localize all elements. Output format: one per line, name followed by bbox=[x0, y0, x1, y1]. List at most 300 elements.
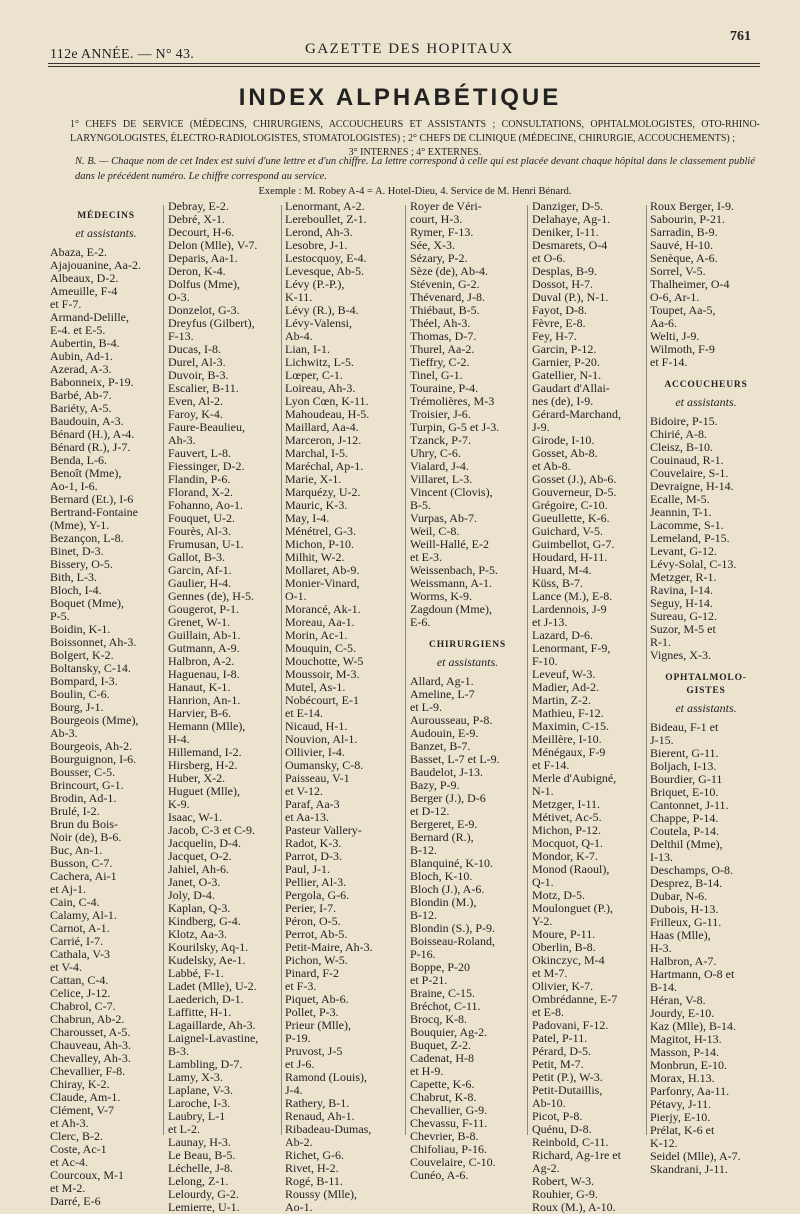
index-entry: Escalier, B-11. bbox=[168, 381, 239, 395]
index-entry: Paul, J-1. bbox=[285, 862, 330, 876]
index-entry: Bissery, O-5. bbox=[50, 557, 113, 571]
index-entry: Seidel (Mlle), A-7. bbox=[650, 1149, 741, 1163]
index-entry: Weissenbach, P-5. bbox=[410, 563, 499, 577]
index-entry: et F-7. bbox=[50, 297, 82, 311]
index-entry: Jourdy, E-10. bbox=[650, 1006, 715, 1020]
index-entry: Sorrel, V-5. bbox=[650, 264, 706, 278]
index-entry: Banzet, B-7. bbox=[410, 739, 471, 753]
index-entry: Bompard, I-3. bbox=[50, 674, 118, 688]
index-entry: Kaplan, Q-3. bbox=[168, 901, 231, 915]
index-entry: Claude, Am-1. bbox=[50, 1090, 121, 1104]
index-entry: Ag-2. bbox=[532, 1161, 560, 1175]
index-entry: Thiébaut, B-5. bbox=[410, 303, 480, 317]
header-rule bbox=[48, 63, 760, 64]
index-entry: Uhry, C-6. bbox=[410, 446, 461, 460]
index-entry: Quénu, D-8. bbox=[532, 1122, 592, 1136]
index-entry: Ladet (Mlle), U-2. bbox=[168, 979, 257, 993]
index-entry: Garnier, P-20. bbox=[532, 355, 600, 369]
index-entry: Merle d'Aubigné, bbox=[532, 771, 617, 785]
section-heading: ACCOUCHEURS bbox=[664, 380, 748, 390]
index-entry: Madier, Ad-2. bbox=[532, 680, 600, 694]
index-entry: Haguenau, I-8. bbox=[168, 667, 240, 681]
index-entry: Abaza, E-2. bbox=[50, 245, 107, 259]
index-entry: et V-4. bbox=[50, 960, 83, 974]
index-entry: Weissmann, A-1. bbox=[410, 576, 493, 590]
index-entry: J-9. bbox=[532, 420, 550, 434]
index-entry: Azerad, A-3. bbox=[50, 362, 112, 376]
index-entry: Guichard, V-5. bbox=[532, 524, 603, 538]
index-entry: Petit (P.), W-3. bbox=[532, 1070, 603, 1084]
index-entry: P-19. bbox=[285, 1031, 311, 1045]
note-text: N. B. — Chaque nom de cet Index est suivi d'une lettre et d'un chiffre. La lettre correspond à celle qui est placée devant chaque hôpital dans le classement publié dans le précédent numéro. Le chiffre correspond au service. bbox=[75, 156, 755, 182]
index-entry: et Ah-3. bbox=[50, 1116, 89, 1130]
index-entry: Fohanno, Ao-1. bbox=[168, 498, 243, 512]
issue-number: 112e ANNÉE. — N° 43. bbox=[50, 47, 195, 62]
index-entry: F-10. bbox=[532, 654, 558, 668]
index-entry: Delthil (Mme), bbox=[650, 837, 723, 851]
index-entry: Pinard, F-2 bbox=[285, 966, 339, 980]
index-entry: Gouverneur, D-5. bbox=[532, 485, 617, 499]
index-entry: Sabourin, P-21. bbox=[650, 212, 725, 226]
index-entry: Dossot, H-7. bbox=[532, 277, 594, 291]
index-entry: Darré, E-6 bbox=[50, 1194, 101, 1208]
index-entry: Bertrand-Fontaine bbox=[50, 505, 138, 519]
index-entry: Leveuf, W-3. bbox=[532, 667, 596, 681]
index-entry: Théel, Ah-3. bbox=[410, 316, 471, 330]
index-entry: Lance (M.), E-8. bbox=[532, 589, 613, 603]
index-entry: Boppe, P-20 bbox=[410, 960, 470, 974]
index-entry: Roux Berger, I-9. bbox=[650, 199, 734, 213]
index-entry: Y-2. bbox=[532, 914, 553, 928]
index-entry: Robert, W-3. bbox=[532, 1174, 595, 1188]
index-entry: Aubertin, B-4. bbox=[50, 336, 120, 350]
index-entry: P-5. bbox=[50, 609, 70, 623]
index-entry: (Mme), Y-1. bbox=[50, 518, 110, 532]
index-entry: Sée, X-3. bbox=[410, 238, 455, 252]
index-entry: Armand-Delille, bbox=[50, 310, 129, 324]
index-entry: Prieur (Mlle), bbox=[285, 1018, 351, 1032]
index-entry: Rouhier, G-9. bbox=[532, 1187, 598, 1201]
index-entry: Padovani, F-12. bbox=[532, 1018, 609, 1032]
index-entry: Albeaux, D-2. bbox=[50, 271, 119, 285]
index-entry: et Ac-4. bbox=[50, 1155, 88, 1169]
index-entry: Morin, Ac-1. bbox=[285, 628, 348, 642]
index-entry: Halbron, A-7. bbox=[650, 954, 717, 968]
index-entry: Brulé, I-2. bbox=[50, 804, 100, 818]
index-entry: Laplane, V-3. bbox=[168, 1083, 233, 1097]
index-entry: Suzor, M-5 et bbox=[650, 622, 716, 636]
index-entry: Marquézy, U-2. bbox=[285, 485, 361, 499]
index-entry: Rogé, B-11. bbox=[285, 1174, 343, 1188]
index-entry: Deron, K-4. bbox=[168, 264, 226, 278]
index-entry: Bernard (Et.), I-6 bbox=[50, 492, 134, 506]
index-entry: Picot, P-8. bbox=[532, 1109, 583, 1123]
index-entry: Bideau, F-1 et bbox=[650, 720, 719, 734]
section-heading: OPHTALMOLO-GISTES bbox=[665, 673, 747, 696]
index-entry: Wilmoth, F-9 bbox=[650, 342, 715, 356]
index-entry: Moussoir, M-3. bbox=[285, 667, 360, 681]
column-divider bbox=[646, 205, 647, 1135]
index-entry: Roux (M.), A-10. bbox=[532, 1200, 616, 1214]
index-entry: court, H-3. bbox=[410, 212, 463, 226]
index-entry: Monod (Raoul), bbox=[532, 862, 610, 876]
index-entry: Hanaut, K-1. bbox=[168, 680, 231, 694]
index-entry: Huguet (Mlle), bbox=[168, 784, 240, 798]
index-entry: Ameline, L-7 bbox=[410, 687, 475, 701]
index-entry: Touraine, P-4. bbox=[410, 381, 479, 395]
index-entry: et H-9. bbox=[410, 1064, 444, 1078]
index-entry: Bourguignon, I-6. bbox=[50, 752, 137, 766]
index-column-5 bbox=[532, 199, 647, 1214]
index-entry: Marceron, J-12. bbox=[285, 433, 362, 447]
index-entry: Mauric, K-3. bbox=[285, 498, 348, 512]
index-entry: Bloch, K-10. bbox=[410, 869, 473, 883]
index-entry: Rathery, B-1. bbox=[285, 1096, 350, 1110]
index-entry: Ecalle, M-5. bbox=[650, 492, 710, 506]
index-entry: Maréchal, Ap-1. bbox=[285, 459, 364, 473]
index-entry: Garcin, Af-1. bbox=[168, 563, 232, 577]
index-entry: Bourgeois (Mme), bbox=[50, 713, 139, 727]
index-entry: Gosset (J.), Ab-6. bbox=[532, 472, 617, 486]
index-entry: Prélat, K-6 et bbox=[650, 1123, 715, 1137]
index-entry: et Ab-8. bbox=[532, 459, 571, 473]
index-entry: Dubois, H-13. bbox=[650, 902, 719, 916]
index-entry: Grenet, W-1. bbox=[168, 615, 231, 629]
index-entry: Rivet, H-2. bbox=[285, 1161, 339, 1175]
index-entry: Pollet, P-3. bbox=[285, 1005, 339, 1019]
index-entry: Nobécourt, E-1 bbox=[285, 693, 359, 707]
index-entry: Braine, C-15. bbox=[410, 986, 475, 1000]
index-entry: K-9. bbox=[168, 797, 190, 811]
index-entry: B-12. bbox=[410, 843, 437, 857]
note-example: Exemple : M. Robey A-4 = A. Hotel-Dieu, 4. Service de M. Henri Bénard. bbox=[258, 186, 572, 197]
index-entry: Parrot, D-3. bbox=[285, 849, 342, 863]
index-entry: et F-14. bbox=[532, 758, 570, 772]
index-entry: Lévy (P.-P.), bbox=[285, 277, 345, 291]
index-entry: Weill-Hallé, E-2 bbox=[410, 537, 490, 551]
index-entry: Dolfus (Mme), bbox=[168, 277, 240, 291]
index-entry: Clément, V-7 bbox=[50, 1103, 115, 1117]
index-entry: K-12. bbox=[650, 1136, 678, 1150]
index-entry: Lœper, C-1. bbox=[285, 368, 343, 382]
index-entry: Duval (P.), N-1. bbox=[532, 290, 609, 304]
index-entry: Capette, K-6. bbox=[410, 1077, 475, 1091]
index-entry: O-3. bbox=[168, 290, 190, 304]
index-entry: Fey, H-7. bbox=[532, 329, 577, 343]
index-entry: May, I-4. bbox=[285, 511, 330, 525]
index-entry: Sézary, P-2. bbox=[410, 251, 468, 265]
index-entry: Radot, K-3. bbox=[285, 836, 342, 850]
index-entry: Gosset, Ab-8. bbox=[532, 446, 598, 460]
index-entry: F-13. bbox=[168, 329, 194, 343]
index-entry: Vignes, X-3. bbox=[650, 648, 711, 662]
index-entry: Harvier, B-6. bbox=[168, 706, 232, 720]
index-entry: Richard, Ag-1re et bbox=[532, 1148, 621, 1162]
index-entry: Frumusan, U-1. bbox=[168, 537, 244, 551]
index-entry: Gutmann, A-9. bbox=[168, 641, 240, 655]
index-entry: Ravina, I-14. bbox=[650, 583, 713, 597]
categories-line: 3° INTERNES ; 4° EXTERNES. bbox=[348, 147, 482, 158]
index-entry: N-1. bbox=[532, 784, 554, 798]
index-entry: Vialard, J-4. bbox=[410, 459, 469, 473]
index-entry: Haas (Mlle), bbox=[650, 928, 711, 942]
index-entry: Mondor, K-7. bbox=[532, 849, 598, 863]
index-entry: Lemierre, U-1. bbox=[168, 1200, 240, 1214]
index-entry: Baudouin, A-3. bbox=[50, 414, 124, 428]
index-entry: Hanrion, An-1. bbox=[168, 693, 241, 707]
index-entry: Benoît (Mme), bbox=[50, 466, 122, 480]
index-entry: Laffitte, H-1. bbox=[168, 1005, 232, 1019]
index-entry: Küss, B-7. bbox=[532, 576, 584, 590]
index-entry: Lelourdy, G-2. bbox=[168, 1187, 239, 1201]
index-entry: Fèvre, E-8. bbox=[532, 316, 586, 330]
index-entry: Cadenat, H-8 bbox=[410, 1051, 474, 1065]
index-column-2 bbox=[168, 199, 280, 1214]
index-entry: Bénard (R.), J-7. bbox=[50, 440, 131, 454]
index-entry: Seguy, H-14. bbox=[650, 596, 713, 610]
index-entry: Laroche, I-3. bbox=[168, 1096, 231, 1110]
index-entry: Maillard, Aa-4. bbox=[285, 420, 359, 434]
index-entry: Hartmann, O-8 et bbox=[650, 967, 735, 981]
index-title: INDEX ALPHABÉTIQUE bbox=[238, 84, 562, 111]
index-entry: Turpin, G-5 et J-3. bbox=[410, 420, 500, 434]
index-entry: Faure-Beaulieu, bbox=[168, 420, 245, 434]
index-entry: Stévenin, G-2. bbox=[410, 277, 480, 291]
index-entry: Brodin, Ad-1. bbox=[50, 791, 117, 805]
index-entry: Fouquet, U-2. bbox=[168, 511, 235, 525]
index-entry: Joly, D-4. bbox=[168, 888, 215, 902]
index-entry: Coste, Ac-1 bbox=[50, 1142, 107, 1156]
index-entry: Ajajouanine, Aa-2. bbox=[50, 258, 141, 272]
index-entry: Michon, P-10. bbox=[285, 537, 354, 551]
index-entry: Gougerot, P-1. bbox=[168, 602, 239, 616]
index-entry: Lacomme, S-1. bbox=[650, 518, 724, 532]
index-entry: Ab-4. bbox=[285, 329, 313, 343]
index-entry: Lenormant, F-9, bbox=[532, 641, 611, 655]
index-entry: et L-2. bbox=[168, 1122, 200, 1136]
index-entry: Toupet, Aa-5, bbox=[650, 303, 716, 317]
index-entry: Allard, Ag-1. bbox=[410, 674, 474, 688]
index-entry: Guillain, Ab-1. bbox=[168, 628, 241, 642]
index-entry: Pruvost, J-5 bbox=[285, 1044, 343, 1058]
index-entry: Reinbold, C-11. bbox=[532, 1135, 609, 1149]
index-entry: Moreau, Aa-1. bbox=[285, 615, 355, 629]
index-entry: Zagdoun (Mme), bbox=[410, 602, 492, 616]
column-divider bbox=[163, 205, 164, 1135]
index-entry: Boljach, I-13. bbox=[650, 759, 717, 773]
index-entry: Tinel, G-1. bbox=[410, 368, 463, 382]
index-entry: Mutel, As-1. bbox=[285, 680, 346, 694]
index-entry: Sèze (de), Ab-4. bbox=[410, 264, 488, 278]
index-entry: Bourdier, G-11 bbox=[650, 772, 723, 786]
index-entry: Chevalley, Ah-3. bbox=[50, 1051, 131, 1065]
index-entry: Parfonry, Aa-11. bbox=[650, 1084, 730, 1098]
index-entry: et D-12. bbox=[410, 804, 450, 818]
index-entry: Kourilsky, Aq-1. bbox=[168, 940, 249, 954]
index-entry: Worms, K-9. bbox=[410, 589, 473, 603]
index-entry: Florand, X-2. bbox=[168, 485, 233, 499]
index-entry: Courcoux, M-1 bbox=[50, 1168, 124, 1182]
index-entry: O-1. bbox=[285, 589, 307, 603]
index-entry: Couvelaire, C-10. bbox=[410, 1155, 496, 1169]
index-entry: Lichwitz, L-5. bbox=[285, 355, 354, 369]
index-entry: Bergeret, E-9. bbox=[410, 817, 478, 831]
index-entry: Chiray, K-2. bbox=[50, 1077, 110, 1091]
index-entry: Frilleux, G-11. bbox=[650, 915, 722, 929]
index-entry: Desmarets, O-4 bbox=[532, 238, 608, 252]
index-entry: Milhit, W-2. bbox=[285, 550, 345, 564]
index-entry: Chabrun, Ab-2. bbox=[50, 1012, 125, 1026]
index-entry: Pellier, Al-3. bbox=[285, 875, 347, 889]
index-entry: Laederich, D-1. bbox=[168, 992, 244, 1006]
index-entry: et M-2. bbox=[50, 1181, 86, 1195]
index-entry: Weil, C-8. bbox=[410, 524, 460, 538]
index-entry: Roussy (Mlle), bbox=[285, 1187, 357, 1201]
index-entry: Levesque, Ab-5. bbox=[285, 264, 364, 278]
index-entry: Gaulier, H-4. bbox=[168, 576, 232, 590]
index-entry: Lereboullet, Z-1. bbox=[285, 212, 367, 226]
index-entry: Devraigne, H-14. bbox=[650, 479, 734, 493]
section-subheading: et assistants. bbox=[436, 655, 499, 669]
index-entry: Welti, J-9. bbox=[650, 329, 700, 343]
index-entry: Lerond, Ah-3. bbox=[285, 225, 353, 239]
index-entry: Aa-6. bbox=[650, 316, 677, 330]
index-entry: Cleisz, B-10. bbox=[650, 440, 713, 454]
index-entry: Audouin, E-9. bbox=[410, 726, 479, 740]
index-entry: Pasteur Vallery- bbox=[285, 823, 362, 837]
index-entry: Flandin, P-6. bbox=[168, 472, 231, 486]
index-entry: Bidoire, P-15. bbox=[650, 414, 718, 428]
index-entry: Mouquin, C-5. bbox=[285, 641, 357, 655]
index-entry: Tieffry, C-2. bbox=[410, 355, 470, 369]
index-entry: Masson, P-14. bbox=[650, 1045, 720, 1059]
index-entry: Blanquiné, K-10. bbox=[410, 856, 493, 870]
index-entry: Boltansky, C-14. bbox=[50, 661, 131, 675]
index-entry: Petit, M-7. bbox=[532, 1057, 584, 1071]
index-entry: Lelong, Z-1. bbox=[168, 1174, 229, 1188]
index-entry: Sauvé, H-10. bbox=[650, 238, 713, 252]
index-entry: Huard, M-4. bbox=[532, 563, 592, 577]
index-entry: Patel, P-11. bbox=[532, 1031, 588, 1045]
index-entry: Lyon Cœn, K-11. bbox=[285, 394, 369, 408]
reading-note bbox=[75, 154, 755, 199]
index-entry: Carrié, I-7. bbox=[50, 934, 103, 948]
index-entry: K-11. bbox=[285, 290, 313, 304]
section-heading: CHIRURGIENS bbox=[429, 640, 506, 650]
index-entry: Mouchotte, W-5 bbox=[285, 654, 364, 668]
index-entry: Maximin, C-15. bbox=[532, 719, 609, 733]
index-entry: et F-14. bbox=[650, 355, 688, 369]
index-entry: Lian, I-1. bbox=[285, 342, 330, 356]
index-entry: Villaret, L-3. bbox=[410, 472, 473, 486]
index-entry: Moulonguet (P.), bbox=[532, 901, 613, 915]
index-entry: Loireau, Ah-3. bbox=[285, 381, 356, 395]
index-entry: Chabrol, C-7. bbox=[50, 999, 116, 1013]
index-entry: Lemeland, P-15. bbox=[650, 531, 730, 545]
index-entry: Sarradin, B-9. bbox=[650, 225, 718, 239]
index-entry: et P-21. bbox=[410, 973, 448, 987]
page-number: 761 bbox=[730, 29, 751, 44]
index-column-6 bbox=[650, 199, 762, 1176]
index-entry: Guimbellot, G-7. bbox=[532, 537, 615, 551]
column-divider bbox=[527, 205, 528, 1135]
index-entry: Faroy, K-4. bbox=[168, 407, 223, 421]
index-entry: Cattan, C-4. bbox=[50, 973, 109, 987]
index-entry: J-15. bbox=[650, 733, 674, 747]
index-entry: Lévy (R.), B-4. bbox=[285, 303, 359, 317]
index-entry: I-13. bbox=[650, 850, 673, 864]
index-entry: Thurel, Aa-2. bbox=[410, 342, 475, 356]
index-entry: Chevallier, F-8. bbox=[50, 1064, 126, 1078]
index-entry: et Aj-1. bbox=[50, 882, 86, 896]
index-entry: Fourès, Al-3. bbox=[168, 524, 231, 538]
index-entry: Renaud, Ah-1. bbox=[285, 1109, 355, 1123]
index-entry: Cathala, V-3 bbox=[50, 947, 110, 961]
index-entry: Bloch, I-4. bbox=[50, 583, 102, 597]
index-entry: Deniker, I-11. bbox=[532, 225, 599, 239]
index-entry: Lesobre, J-1. bbox=[285, 238, 348, 252]
index-entry: Boisseau-Roland, bbox=[410, 934, 495, 948]
index-entry: Bouquier, Ag-2. bbox=[410, 1025, 488, 1039]
index-entry: Lambling, D-7. bbox=[168, 1057, 243, 1071]
index-entry: Morancé, Ak-1. bbox=[285, 602, 361, 616]
index-entry: Laubry, L-1 bbox=[168, 1109, 226, 1123]
index-entry: Jeannin, T-1. bbox=[650, 505, 712, 519]
index-entry: Gennes (de), H-5. bbox=[168, 589, 254, 603]
index-entry: B-5. bbox=[410, 498, 431, 512]
index-entry: Isaac, W-1. bbox=[168, 810, 223, 824]
index-entry: Chifoliau, P-16. bbox=[410, 1142, 487, 1156]
index-entry: et J-6. bbox=[285, 1057, 315, 1071]
index-entry: Skandrani, J-11. bbox=[650, 1162, 728, 1176]
index-entry: Ab-2. bbox=[285, 1135, 313, 1149]
index-entry: Cantonnet, J-11. bbox=[650, 798, 729, 812]
index-entry: Buc, An-1. bbox=[50, 843, 103, 857]
section-subheading: et assistants. bbox=[675, 395, 737, 409]
index-entry: Marie, X-1. bbox=[285, 472, 342, 486]
header-rule bbox=[48, 66, 760, 67]
index-entry: Desprez, B-14. bbox=[650, 876, 723, 890]
index-column-3 bbox=[285, 199, 403, 1214]
index-entry: Briquet, E-10. bbox=[650, 785, 719, 799]
index-entry: Perier, I-7. bbox=[285, 901, 337, 915]
index-entry: Houdard, H-11. bbox=[532, 550, 608, 564]
index-entry: Pierjy, E-10. bbox=[650, 1110, 711, 1124]
index-entry: Couinaud, R-1. bbox=[650, 453, 724, 467]
index-entry: Blondin (M.), bbox=[410, 895, 477, 909]
index-entry: Ab-10. bbox=[532, 1096, 566, 1110]
journal-title: GAZETTE DES HOPITAUX bbox=[305, 41, 514, 57]
index-entry: Michon, P-12. bbox=[532, 823, 601, 837]
section-heading: MÉDECINS bbox=[77, 211, 135, 221]
index-entry: Deparis, Aa-1. bbox=[168, 251, 238, 265]
index-entry: B-3. bbox=[168, 1044, 189, 1058]
index-entry: Lenormant, A-2. bbox=[285, 199, 365, 213]
index-entry: Nicaud, H-1. bbox=[285, 719, 348, 733]
index-entry: Labbé, F-1. bbox=[168, 966, 224, 980]
index-entry: Dubar, N-6. bbox=[650, 889, 708, 903]
index-entry: Morax, H.13. bbox=[650, 1071, 715, 1085]
index-entry: Celice, J-12. bbox=[50, 986, 111, 1000]
index-entry: Delon (Mlle), V-7. bbox=[168, 238, 258, 252]
index-entry: et E-8. bbox=[532, 1005, 564, 1019]
index-entry: Royer de Véri- bbox=[410, 199, 482, 213]
index-entry: Tzanck, P-7. bbox=[410, 433, 471, 447]
index-entry: Nouvion, Al-1. bbox=[285, 732, 358, 746]
index-entry: Babonneix, P-19. bbox=[50, 375, 134, 389]
index-entry: Monbrun, E-10. bbox=[650, 1058, 727, 1072]
index-entry: Barbé, Ab-7. bbox=[50, 388, 112, 402]
